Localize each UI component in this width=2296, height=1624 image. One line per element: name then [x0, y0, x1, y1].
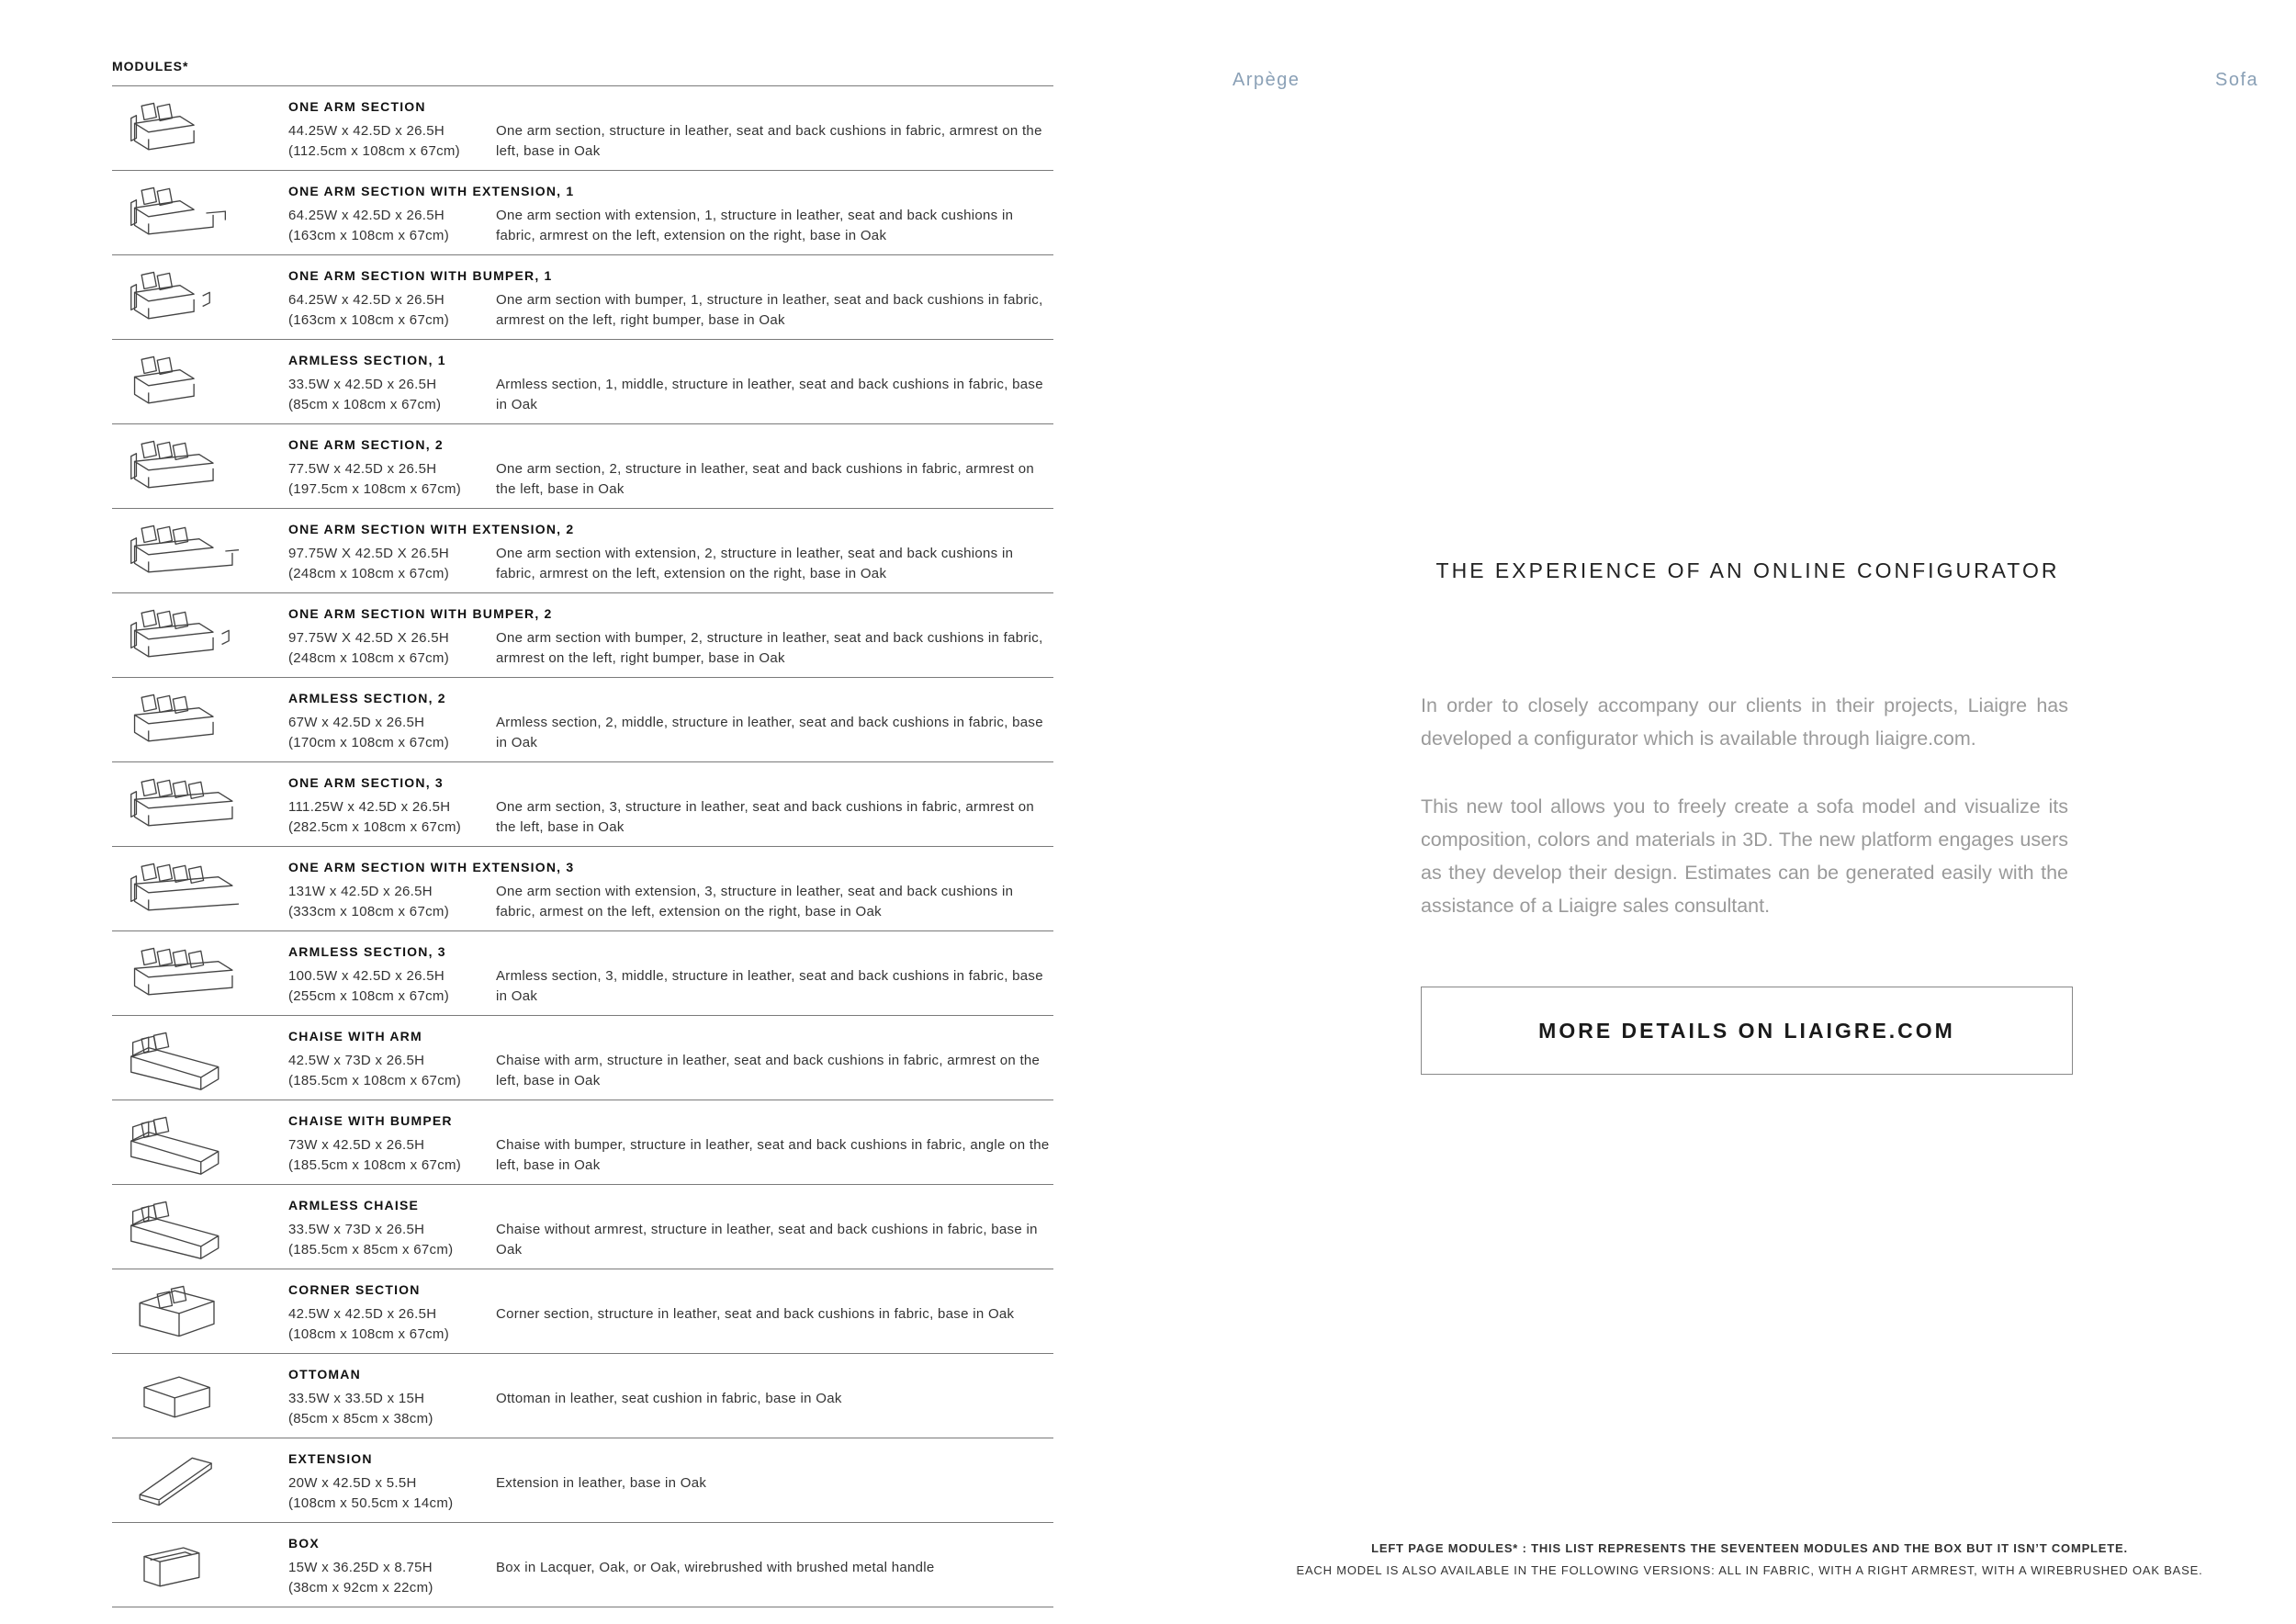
module-dimensions	[288, 1051, 495, 1091]
module-row	[112, 593, 1053, 678]
module-title: ONE ARM SECTION, 3	[288, 775, 444, 790]
module-description: Box in Lacquer, Oak, or Oak, wirebrushed with brushed metal handle	[496, 1560, 935, 1575]
sofa-one-arm-extension-icon	[119, 178, 239, 248]
module-description: Chaise with bumper, structure in leather, seat and back cushions in fabric, angle on the left, base in Oak	[496, 1137, 1050, 1173]
sofa-armless-1-icon	[119, 347, 239, 417]
module-row	[112, 171, 1053, 255]
module-dimensions-inches: 77.5W x 42.5D x 26.5H	[288, 461, 437, 477]
module-description: One arm section with bumper, 2, structure in leather, seat and back cushions in fabric, armrest on the left, right bumper, base in Oak	[496, 630, 1043, 666]
sofa-one-arm-bumper-2-icon	[119, 601, 239, 671]
module-dimensions	[288, 544, 495, 584]
chaise-bumper-icon	[119, 1108, 239, 1178]
module-dimensions-cm: (85cm x 108cm x 67cm)	[288, 397, 442, 412]
module-row	[112, 678, 1053, 762]
module-dimensions	[288, 121, 495, 162]
chaise-arm-icon	[119, 1023, 239, 1093]
module-dimensions	[288, 713, 495, 753]
sofa-one-arm-bumper-icon	[119, 263, 239, 333]
configurator-paragraph-1: In order to closely accompany our clients in their projects, Liaigre has developed a configurator which is available through liaigre.com.	[1421, 694, 2068, 750]
module-row	[112, 1185, 1053, 1269]
module-title: ONE ARM SECTION WITH EXTENSION, 2	[288, 522, 575, 536]
module-row	[112, 762, 1053, 847]
module-description: One arm section with extension, 3, structure in leather, seat and back cushions in fabric, armest on the left, extension on the right, base in Oak	[496, 884, 1014, 919]
module-dimensions	[288, 797, 495, 838]
module-title: CHAISE WITH ARM	[288, 1029, 422, 1043]
module-description: One arm section with extension, 1, structure in leather, seat and back cushions in fabric, armrest on the left, extension on the right, base in Oak	[496, 208, 1014, 243]
module-description: Armless section, 2, middle, structure in leather, seat and back cushions in fabric, base in Oak	[496, 715, 1043, 750]
configurator-title: THE EXPERIENCE OF AN ONLINE CONFIGURATOR	[1435, 558, 2060, 582]
module-dimensions-cm: (248cm x 108cm x 67cm)	[288, 566, 449, 581]
running-head-collection: Arpège	[1232, 70, 1300, 90]
module-dimensions-cm: (282.5cm x 108cm x 67cm)	[288, 819, 462, 835]
module-dimensions	[288, 459, 495, 500]
module-dimensions-inches: 42.5W x 42.5D x 26.5H	[288, 1306, 437, 1322]
sofa-armless-3-icon	[119, 939, 239, 1009]
running-head-category: Sofa	[2215, 70, 2259, 90]
module-title: ARMLESS SECTION, 2	[288, 691, 446, 705]
module-dimensions-inches: 100.5W x 42.5D x 26.5H	[288, 968, 445, 984]
module-dimensions-inches: 131W x 42.5D x 26.5H	[288, 884, 433, 899]
sofa-one-arm-2-icon	[119, 432, 239, 502]
module-description: One arm section, structure in leather, seat and back cushions in fabric, armrest on the left, base in Oak	[496, 123, 1042, 159]
modules-heading: MODULES*	[112, 59, 189, 73]
module-title: EXTENSION	[288, 1451, 373, 1466]
sofa-one-arm-extension-2-icon	[119, 516, 239, 586]
extension-icon	[119, 1446, 239, 1516]
module-dimensions-inches: 64.25W x 42.5D x 26.5H	[288, 208, 445, 223]
module-dimensions-inches: 73W x 42.5D x 26.5H	[288, 1137, 425, 1153]
module-title: CHAISE WITH BUMPER	[288, 1113, 453, 1128]
module-dimensions-cm: (333cm x 108cm x 67cm)	[288, 904, 449, 919]
module-title: ARMLESS CHAISE	[288, 1198, 420, 1212]
module-dimensions-cm: (197.5cm x 108cm x 67cm)	[288, 481, 462, 497]
module-dimensions-inches: 15W x 36.25D x 8.75H	[288, 1560, 433, 1575]
module-dimensions	[288, 1473, 495, 1514]
sofa-one-arm-extension-3-icon	[119, 854, 239, 924]
sofa-one-arm-3-icon	[119, 770, 239, 840]
footnote-modules: LEFT PAGE MODULES* : THIS LIST REPRESENTS THE SEVENTEEN MODULES AND THE BOX BUT IT ISN’T COMPLETE.	[1371, 1541, 2128, 1555]
module-dimensions-cm: (112.5cm x 108cm x 67cm)	[288, 143, 460, 159]
module-row	[112, 1523, 1053, 1607]
module-description: One arm section, 3, structure in leather, seat and back cushions in fabric, armrest on the left, base in Oak	[496, 799, 1035, 835]
module-dimensions-cm: (185.5cm x 108cm x 67cm)	[288, 1157, 462, 1173]
module-title: ONE ARM SECTION WITH BUMPER, 2	[288, 606, 553, 621]
module-description: Chaise with arm, structure in leather, seat and back cushions in fabric, armrest on the left, base in Oak	[496, 1053, 1041, 1088]
module-description: One arm section with bumper, 1, structure in leather, seat and back cushions in fabric, armrest on the left, right bumper, base in Oak	[496, 292, 1043, 328]
module-row	[112, 1016, 1053, 1100]
module-dimensions-cm: (255cm x 108cm x 67cm)	[288, 988, 449, 1004]
module-dimensions-inches: 20W x 42.5D x 5.5H	[288, 1475, 417, 1491]
chaise-armless-icon	[119, 1192, 239, 1262]
module-title: ONE ARM SECTION WITH EXTENSION, 1	[288, 184, 575, 198]
module-dimensions-inches: 97.75W X 42.5D X 26.5H	[288, 630, 450, 646]
module-dimensions-inches: 44.25W x 42.5D x 26.5H	[288, 123, 445, 139]
module-dimensions-cm: (163cm x 108cm x 67cm)	[288, 228, 449, 243]
module-dimensions-inches: 64.25W x 42.5D x 26.5H	[288, 292, 445, 308]
module-dimensions	[288, 1389, 495, 1429]
module-row	[112, 931, 1053, 1016]
module-title: ONE ARM SECTION	[288, 99, 426, 114]
module-dimensions-cm: (38cm x 92cm x 22cm)	[288, 1580, 433, 1596]
module-description: Ottoman in leather, seat cushion in fabric, base in Oak	[496, 1391, 842, 1406]
module-table	[112, 85, 1053, 1607]
module-row	[112, 86, 1053, 171]
module-row	[112, 340, 1053, 424]
module-dimensions	[288, 1558, 495, 1598]
module-row	[112, 255, 1053, 340]
module-row	[112, 1100, 1053, 1185]
module-title: CORNER SECTION	[288, 1282, 421, 1297]
module-dimensions	[288, 628, 495, 669]
module-dimensions-cm: (85cm x 85cm x 38cm)	[288, 1411, 433, 1427]
module-dimensions	[288, 1304, 495, 1345]
corner-section-icon	[119, 1277, 239, 1347]
sofa-armless-2-icon	[119, 685, 239, 755]
module-title: OTTOMAN	[288, 1367, 361, 1382]
more-details-button[interactable]: MORE DETAILS ON LIAIGRE.COM	[1421, 987, 2073, 1075]
module-title: ONE ARM SECTION, 2	[288, 437, 444, 452]
module-dimensions	[288, 206, 495, 246]
module-description: Extension in leather, base in Oak	[496, 1475, 707, 1491]
module-dimensions	[288, 966, 495, 1007]
module-title: ONE ARM SECTION WITH EXTENSION, 3	[288, 860, 575, 874]
module-dimensions-cm: (185.5cm x 85cm x 67cm)	[288, 1242, 454, 1257]
module-dimensions-inches: 67W x 42.5D x 26.5H	[288, 715, 425, 730]
sofa-one-arm-icon	[119, 94, 239, 164]
module-dimensions-cm: (170cm x 108cm x 67cm)	[288, 735, 449, 750]
module-dimensions-inches: 33.5W x 42.5D x 26.5H	[288, 377, 437, 392]
module-description: Corner section, structure in leather, seat and back cushions in fabric, base in Oak	[496, 1306, 1015, 1322]
module-description: Chaise without armrest, structure in leather, seat and back cushions in fabric, base in Oak	[496, 1222, 1038, 1257]
box-icon	[119, 1530, 239, 1600]
module-title: ARMLESS SECTION, 3	[288, 944, 446, 959]
ottoman-icon	[119, 1361, 239, 1431]
module-dimensions	[288, 290, 495, 331]
module-dimensions-cm: (248cm x 108cm x 67cm)	[288, 650, 449, 666]
module-row	[112, 1269, 1053, 1354]
module-dimensions-cm: (108cm x 50.5cm x 14cm)	[288, 1495, 454, 1511]
module-row	[112, 509, 1053, 593]
module-title: BOX	[288, 1536, 320, 1551]
module-title: ARMLESS SECTION, 1	[288, 353, 446, 367]
module-row	[112, 1438, 1053, 1523]
configurator-paragraph-2: This new tool allows you to freely create a sofa model and visualize its composition, colors and materials in 3D. The new platform engages users as they develop their design. Estimates can be generated easily with the assistance of a Liaigre sales consultant.	[1421, 795, 2068, 917]
module-description: One arm section with extension, 2, structure in leather, seat and back cushions in fabric, armrest on the left, extension on the right, base in Oak	[496, 546, 1014, 581]
module-dimensions	[288, 1220, 495, 1260]
module-dimensions-inches: 33.5W x 73D x 26.5H	[288, 1222, 425, 1237]
module-dimensions-cm: (185.5cm x 108cm x 67cm)	[288, 1073, 462, 1088]
module-dimensions-cm: (108cm x 108cm x 67cm)	[288, 1326, 449, 1342]
module-dimensions	[288, 375, 495, 415]
module-dimensions-inches: 42.5W x 73D x 26.5H	[288, 1053, 425, 1068]
module-row	[112, 847, 1053, 931]
module-dimensions-cm: (163cm x 108cm x 67cm)	[288, 312, 449, 328]
module-title: ONE ARM SECTION WITH BUMPER, 1	[288, 268, 553, 283]
module-dimensions-inches: 33.5W x 33.5D x 15H	[288, 1391, 425, 1406]
module-row	[112, 1354, 1053, 1438]
module-dimensions-inches: 97.75W X 42.5D X 26.5H	[288, 546, 450, 561]
module-description: Armless section, 1, middle, structure in leather, seat and back cushions in fabric, base in Oak	[496, 377, 1043, 412]
module-dimensions-inches: 111.25W x 42.5D x 26.5H	[288, 799, 451, 815]
module-row	[112, 424, 1053, 509]
module-description: Armless section, 3, middle, structure in leather, seat and back cushions in fabric, base in Oak	[496, 968, 1043, 1004]
module-dimensions	[288, 1135, 495, 1176]
module-description: One arm section, 2, structure in leather, seat and back cushions in fabric, armrest on the left, base in Oak	[496, 461, 1035, 497]
footnote-versions: EACH MODEL IS ALSO AVAILABLE IN THE FOLLOWING VERSIONS: ALL IN FABRIC, WITH A RIGHT ARMREST, WITH A WIREBRUSHED OAK BASE.	[1296, 1563, 2203, 1577]
module-dimensions	[288, 882, 495, 922]
